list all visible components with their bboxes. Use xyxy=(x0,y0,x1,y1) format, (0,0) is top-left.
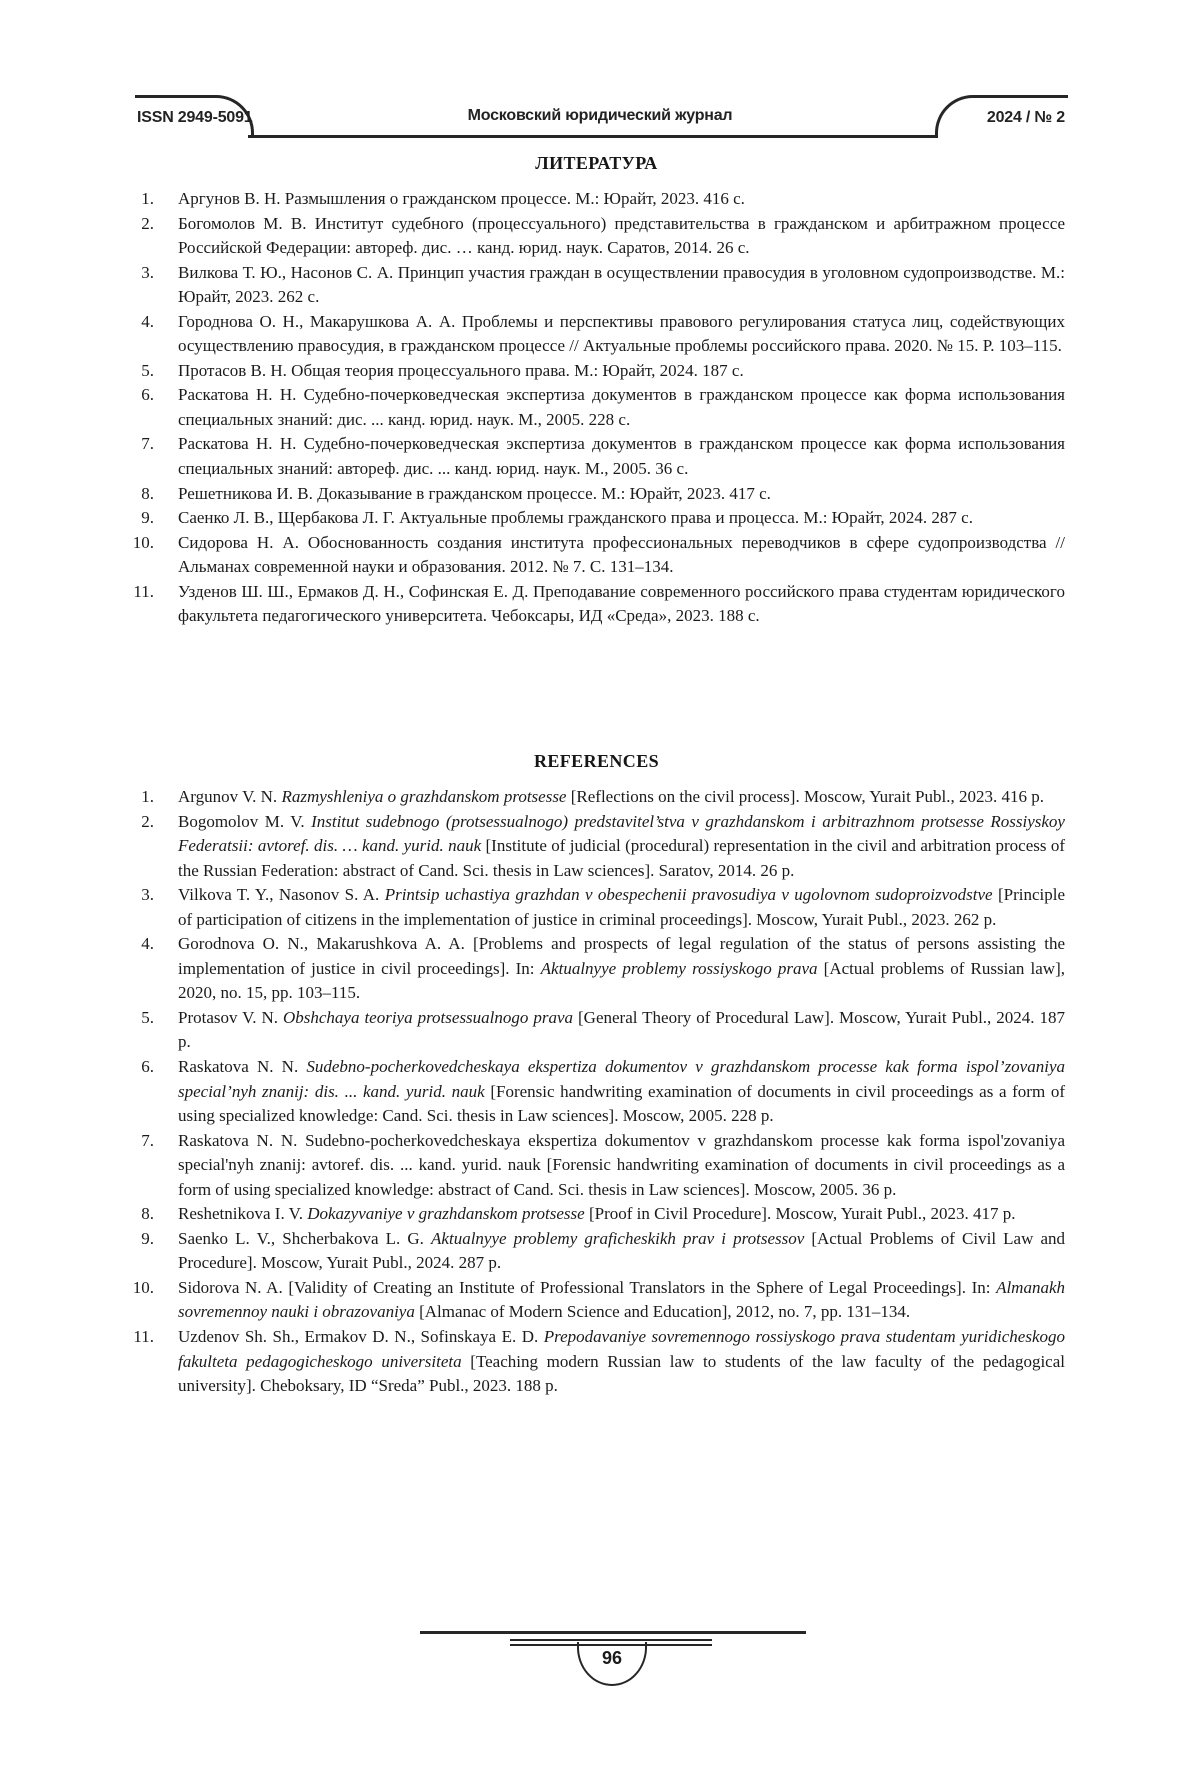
reference-item xyxy=(128,310,1065,359)
item-text: Raskatova N. N. Sudebno-pocherkovedcheskaya ekspertiza dokumentov v grazhdanskom processe kak forma ispol'zovaniya special'nyh znanij: avtoref. dis. ... kand. yurid. nauk [Forensic handwriting examination of documents in civil proceedings as a form of using specialized knowledge: abstract of Cand. Sci. thesis in Law sciences]. Moscow, 2005. 36 p. xyxy=(178,1130,1065,1199)
reference-item xyxy=(128,212,1065,261)
item-text: Протасов В. Н. Общая теория процессуального права. М.: Юрайт, 2024. 187 с. xyxy=(178,360,744,380)
item-text: [Actual problems of Russian law], 2020, no. 15, pp. 103–115. xyxy=(178,958,1065,1003)
item-text: Узденов Ш. Ш., Ермаков Д. Н., Софинская Е. Д. Преподавание современного российского права студентам юридического факультета педагогического университета. Чебоксары, ИД «Среда», 2023. 188 с. xyxy=(178,581,1065,626)
item-text: Bogomolov M. V. xyxy=(178,811,312,831)
reference-item xyxy=(128,432,1065,481)
item-number: 6. xyxy=(141,385,154,405)
reference-item xyxy=(128,261,1065,310)
item-text: Gorodnova O. N., Makarushkova A. A. [Problems and prospects of legal regulation of the status of persons assisting the implementation of justice in civil proceedings]. In: xyxy=(178,934,1065,978)
item-number: 7. xyxy=(141,434,154,454)
item-number: 3. xyxy=(141,885,154,905)
issn-label: ISSN 2949-5091 xyxy=(137,109,253,126)
item-text: [Principle of participation of citizens in the implementation of justice in criminal proceedings]. Moscow, Yurait Publ., 2023. 262 p. xyxy=(178,885,1066,929)
item-number: 4. xyxy=(141,934,154,954)
reference-item xyxy=(128,383,1065,432)
item-number: 10. xyxy=(132,1277,154,1297)
item-title-italic: Dokazyvaniye v grazhdanskom protsesse xyxy=(307,1204,585,1224)
reference-item xyxy=(128,810,1065,884)
reference-item xyxy=(128,1129,1065,1203)
item-number: 1. xyxy=(141,189,154,208)
item-text: Raskatova N. N. xyxy=(178,1057,307,1077)
footer-rule-long xyxy=(420,1631,806,1634)
item-text: Решетникова И. В. Доказывание в гражданском процессе. М.: Юрайт, 2023. 417 с. xyxy=(178,483,771,503)
item-text: [Institute of judicial (procedural) representation in the civil and arbitration process of the Russian Federation: abstract of Cand. Sci. thesis in Law sciences]. Saratov, 2014. 26 p. xyxy=(178,836,1065,880)
item-text: Reshetnikova I. V. xyxy=(178,1204,308,1224)
references-heading: REFERENCES xyxy=(533,751,660,771)
item-number: 3. xyxy=(141,262,154,282)
reference-item xyxy=(128,883,1065,932)
item-text: [General Theory of Procedural Law]. Moscow, Yurait Publ., 2024. 187 p. xyxy=(178,1007,1066,1052)
reference-item xyxy=(128,580,1065,629)
item-title-italic: Obshchaya teoriya protsessualnogo prava xyxy=(282,1007,574,1027)
item-number: 8. xyxy=(141,483,154,503)
item-text: Saenko L. V., Shcherbakova L. G. xyxy=(178,1228,432,1248)
item-number: 11. xyxy=(133,1327,154,1347)
item-number: 10. xyxy=(132,532,154,552)
item-text: Вилкова Т. Ю., Насонов С. А. Принцип участия граждан в осуществлении правосудия в уголовном судопроизводстве. М.: Юрайт, 2023. 262 с. xyxy=(178,262,1065,307)
item-title-italic: Aktualnyye problemy graficheskikh prav i protsessov xyxy=(431,1228,805,1248)
header-baseline-rule xyxy=(248,135,937,138)
issue-label: 2024 / № 2 xyxy=(986,109,1065,126)
reference-item xyxy=(128,359,1065,384)
page-header xyxy=(135,95,1065,138)
item-text: Аргунов В. Н. Размышления о гражданском процессе. М.: Юрайт, 2023. 416 с. xyxy=(178,189,745,208)
item-number: 9. xyxy=(141,1228,154,1248)
reference-item xyxy=(128,1055,1065,1129)
item-text: Городнова О. Н., Макарушкова А. А. Проблемы и перспективы правового регулирования статуса лиц, содействующих осуществлению правосудия, в гражданском процессе // Актуальные проблемы российского права. 2020. № 15. P. 103–115. xyxy=(178,311,1065,356)
item-number: 2. xyxy=(141,213,154,233)
reference-item xyxy=(128,1276,1065,1325)
item-number: 7. xyxy=(141,1130,154,1150)
literature-heading: ЛИТЕРАТУРА xyxy=(535,153,658,173)
references-section xyxy=(128,748,1065,1399)
item-text: Саенко Л. В., Щербакова Л. Г. Актуальные проблемы гражданского права и процесса. М.: Юрайт, 2024. 287 с. xyxy=(178,508,973,528)
item-text: Argunov V. N. xyxy=(178,787,282,806)
reference-item xyxy=(128,531,1065,580)
item-text: [Reflections on the civil process]. Moscow, Yurait Publ., 2023. 416 p. xyxy=(566,787,1044,806)
item-text: Uzdenov Sh. Sh., Ermakov D. N., Sofinskaya E. D. xyxy=(178,1327,544,1347)
item-title-italic: Razmyshleniya o grazhdanskom protsesse xyxy=(281,787,567,806)
page-number: 96 xyxy=(601,1648,623,1668)
item-number: 8. xyxy=(141,1204,154,1224)
reference-item xyxy=(128,1325,1065,1399)
item-text: Sidorova N. A. [Validity of Creating an Institute of Professional Translators in the Sphere of Legal Proceedings]. In: xyxy=(178,1277,997,1297)
item-text: [Forensic handwriting examination of documents in civil proceedings as a form of using specialized knowledge: Cand. Sci. thesis in Law sciences]. Moscow, 2005. 228 p. xyxy=(178,1081,1065,1126)
literature-section xyxy=(128,150,1065,629)
item-number: 5. xyxy=(141,1007,154,1027)
item-text: Раскатова Н. Н. Судебно-почерковедческая экспертиза документов в гражданском процессе как форма использования специальных знаний: автореф. дис. ... канд. юрид. наук. М., 2005. 36 с. xyxy=(178,434,1065,479)
item-text: [Actual Problems of Civil Law and Procedure]. Moscow, Yurait Publ., 2024. 287 p. xyxy=(178,1228,1066,1273)
item-title-italic: Printsip uchastiya grazhdan v obespechenii pravosudiya v ugolovnom sudoproizvodstve xyxy=(384,885,993,905)
reference-item xyxy=(128,482,1065,507)
item-number: 5. xyxy=(141,360,154,380)
item-number: 4. xyxy=(141,311,154,331)
journal-title: Московский юридический журнал xyxy=(467,107,733,124)
item-number: 9. xyxy=(141,508,154,528)
reference-item xyxy=(128,506,1065,531)
reference-item xyxy=(128,1227,1065,1276)
item-title-italic: Prepodavaniye sovremennogo rossiyskogo prava studentam yuridicheskogo fakulteta pedagogicheskogo universiteta xyxy=(178,1327,1066,1371)
item-number: 6. xyxy=(141,1057,154,1077)
item-text: Vilkova T. Y., Nasonov S. A. xyxy=(178,885,385,905)
item-title-italic: Almanakh sovremennoy nauki i obrazovaniya xyxy=(178,1277,1065,1322)
literature-list xyxy=(128,187,1065,629)
item-number: 1. xyxy=(141,787,154,806)
reference-item xyxy=(128,932,1065,1006)
references-list xyxy=(128,785,1065,1399)
item-text: Богомолов М. В. Институт судебного (процессуального) представительства в гражданском и арбитражном процессе Российской Федерации: автореф. дис. … канд. юрид. наук. Саратов, 2014. 26 с. xyxy=(178,213,1065,258)
item-text: [Almanac of Modern Science and Education], 2012, no. 7, pp. 131–134. xyxy=(414,1302,911,1322)
item-text: [Proof in Civil Procedure]. Moscow, Yurait Publ., 2023. 417 p. xyxy=(584,1204,1016,1224)
item-title-italic: Institut sudebnogo (protsessualnogo) predstavitel’stva v grazhdanskom i arbitrazhnom protsesse Rossiyskoy Federatsii: avtoref. dis. … kand. yurid. nauk xyxy=(178,811,1065,856)
reference-item xyxy=(128,785,1065,810)
item-text: [Teaching modern Russian law to students of the law faculty of the pedagogical university]. Cheboksary, ID “Sreda” Publ., 2023. 188 p. xyxy=(178,1351,1065,1396)
item-text: Сидорова Н. А. Обоснованность создания института профессиональных переводчиков в сфере судопроизводства // Альманах современной науки и образования. 2012. № 7. С. 131–134. xyxy=(178,532,1065,577)
item-number: 11. xyxy=(133,581,154,601)
item-number: 2. xyxy=(141,811,154,831)
item-text: Раскатова Н. Н. Судебно-почерковедческая экспертиза документов в гражданском процессе как форма использования специальных знаний: дис. ... канд. юрид. наук. М., 2005. 228 с. xyxy=(178,385,1065,429)
item-title-italic: Sudebno-pocherkovedcheskaya ekspertiza dokumentov v grazhdanskom processe kak forma ispol’zovaniya special’nyh znanij: dis. ... kand. yurid. nauk xyxy=(178,1057,1065,1101)
item-title-italic: Aktualnyye problemy rossiyskogo prava xyxy=(540,958,818,978)
item-text: Protasov V. N. xyxy=(178,1007,283,1027)
reference-item xyxy=(128,187,1065,212)
reference-item xyxy=(128,1202,1065,1227)
reference-item xyxy=(128,1006,1065,1055)
